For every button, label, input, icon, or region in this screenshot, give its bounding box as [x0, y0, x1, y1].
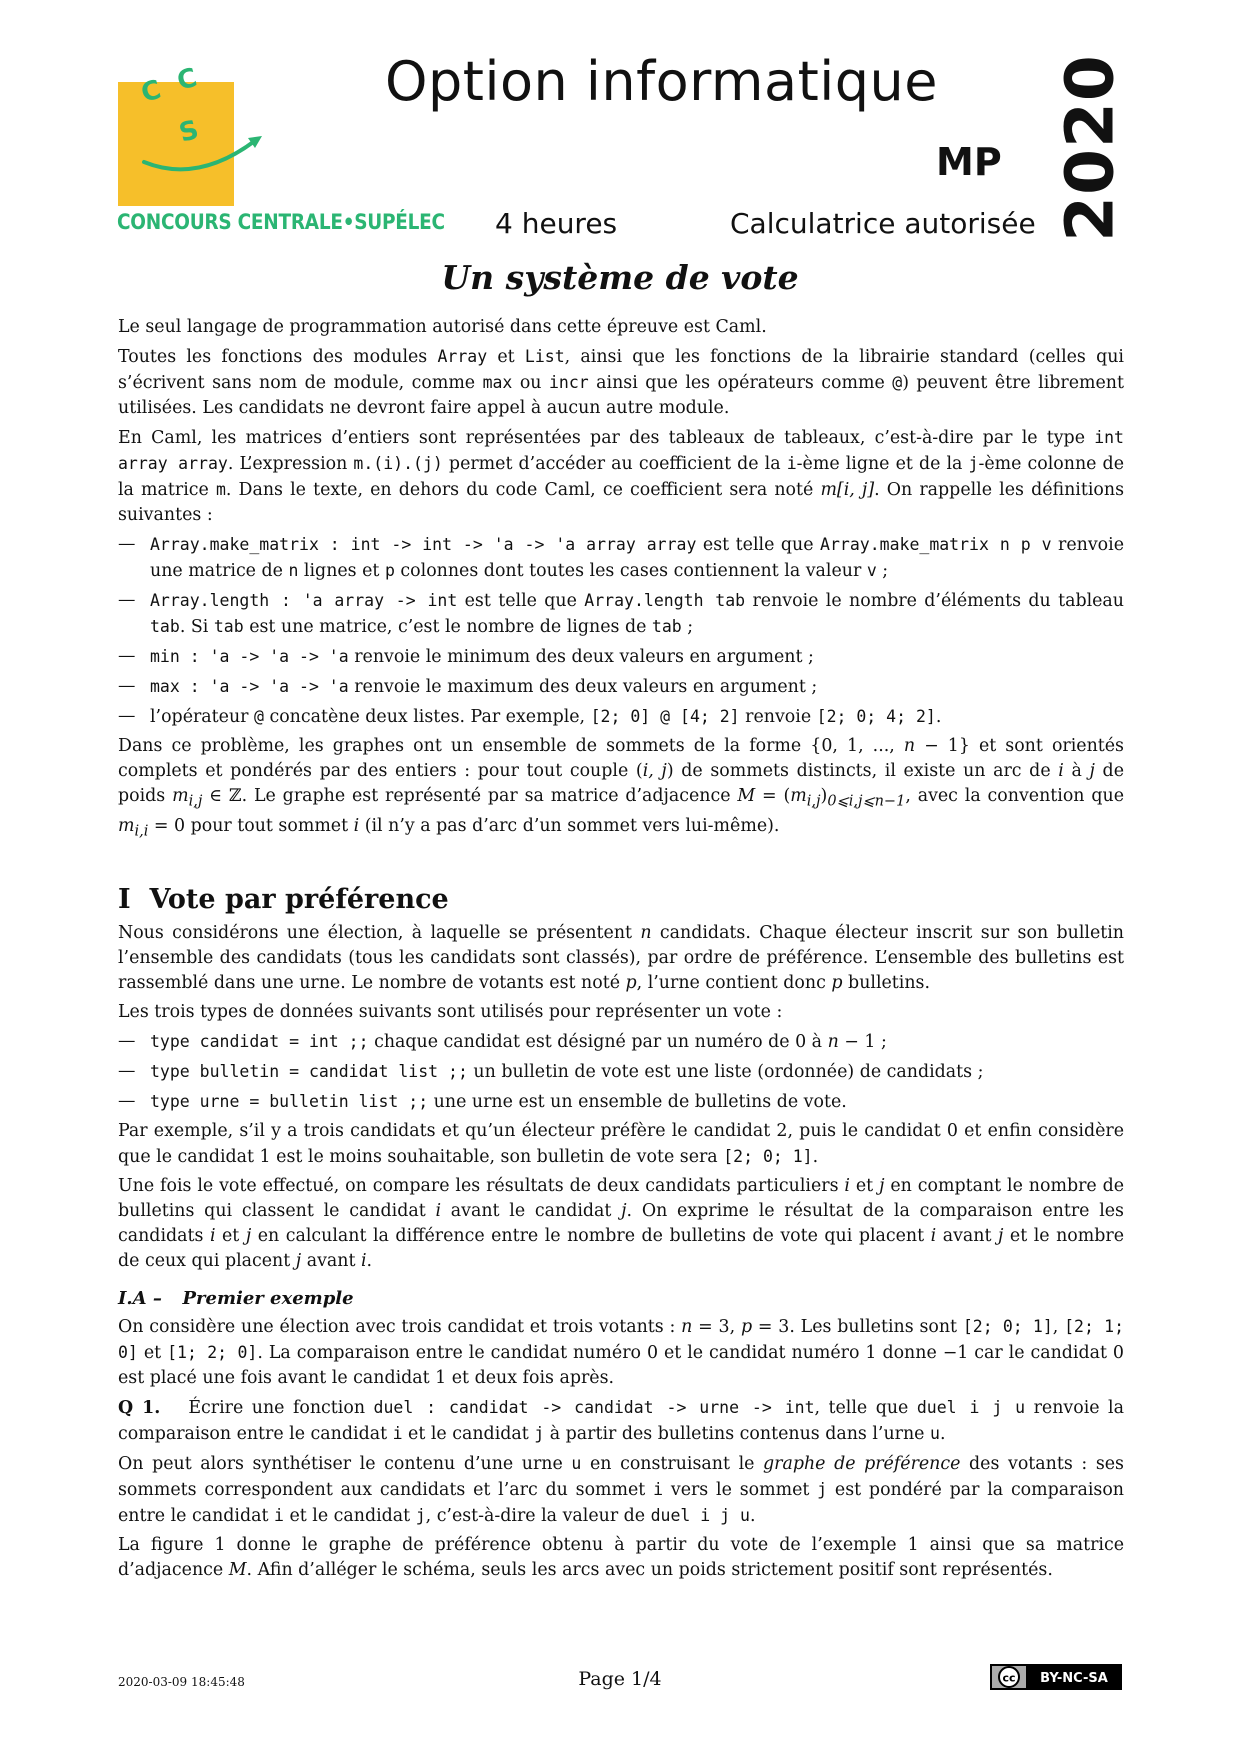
- question-1: Q 1. Écrire une fonction duel : candidat -> candidat -> urne -> int, telle que duel i j u renvoie la comparaison entre le candidat i et le candidat j à partir des bulletins contenus dans l’urne u.: [118, 1397, 1124, 1444]
- section-title: Vote par préférence: [149, 883, 449, 915]
- subsection-ia-paragraph-1: On considère une élection avec trois candidat et trois votants : n = 3, p = 3. Les bulletins sont [2; 0; 1], [2; 1; 0] et [1; 2; 0]. La comparaison entre le candidat numéro 0 et le candidat numéro 1 donne −1 car le candidat 0 est placé une fois avant le candidat 1 et deux fois après.: [118, 1316, 1125, 1388]
- logo-letter-s: S: [176, 114, 202, 149]
- type-bulletin: — type bulletin = candidat list ;; un bulletin de vote est une liste (ordonnée) de candidats ;: [118, 1060, 984, 1082]
- exam-track: MP: [936, 140, 1002, 184]
- license-text: BY-NC-SA: [1040, 1671, 1108, 1686]
- license-badge: [990, 1664, 1122, 1690]
- logo-yellow-square: [118, 82, 234, 206]
- logo-letter-c2: C: [174, 62, 201, 97]
- intro-paragraph-4: Dans ce problème, les graphes ont un ensemble de sommets de la forme {0, 1, ..., n − 1} et sont orientés complets et pondérés par des entiers : pour tout couple (i, j) de sommets distincts, il existe un arc de i à j de poids $m_{i,j}$ ∈ ℤ. Le graphe est représenté par sa matrice d’adjacence $M = (m_{i,j})_{0⩽i,j⩽n-1}$, avec la convention que $m_{i,i} = 0$ pour tout sommet i (il n’y a pas d’arc d’un sommet vers lui-même).: [118, 736, 1124, 840]
- document-body: [118, 315, 1124, 1587]
- definition-max: — max : 'a -> 'a -> 'a renvoie le maximum des deux valeurs en argument ;: [118, 676, 818, 697]
- definition-make-matrix: — Array.make_matrix : int -> int -> 'a -> 'a array array est telle que Array.make_matrix n p v renvoie une matrice de n lignes et p colonnes dont toutes les cases contiennent la valeur v ;: [118, 534, 1125, 581]
- exam-year-wrapper: [1051, 54, 1129, 242]
- calculator-policy: Calculatrice autorisée: [730, 207, 1036, 240]
- subsection-title: Premier exemple: [182, 1287, 354, 1309]
- question-label: Q 1.: [118, 1397, 161, 1418]
- definition-concat: — l’opérateur @ concatène deux listes. Par exemple, [2; 0] @ [4; 2] renvoie [2; 0; 4; 2].: [118, 706, 942, 727]
- intro-paragraph-3: En Caml, les matrices d’entiers sont représentées par des tableaux de tableaux, c’est-à-dire par le type int array array. L’expression m.(i).(j) permet d’accéder au coefficient de la i-ème ligne et de la j-ème colonne de la matrice m. Dans le texte, en dehors du code Caml, ce coefficient sera noté m[i, j]. On rappelle les définitions suivantes :: [118, 428, 1124, 525]
- section1-paragraph-3: Par exemple, s’il y a trois candidats et qu’un électeur préfère le candidat 2, puis le candidat 0 et enfin considère que le candidat 1 est le moins souhaitable, son bulletin de vote sera [2; 0; 1].: [118, 1120, 1124, 1167]
- exam-duration: 4 heures: [495, 207, 618, 240]
- definitions-list: [118, 532, 1124, 730]
- type-candidat: — type candidat = int ;; chaque candidat est désigné par un numéro de 0 à n − 1 ;: [118, 1030, 887, 1052]
- document-title: Un système de vote: [441, 258, 799, 297]
- section-number: I: [118, 883, 131, 915]
- section-heading-1: [118, 883, 1124, 917]
- logo-text: CONCOURS CENTRALE•SUPÉLEC: [117, 210, 445, 234]
- subsection-ia-paragraph-3: La figure 1 donne le graphe de préférence obtenu à partir du vote de l’exemple 1 ainsi que sa matrice d’adjacence M. Afin d’alléger le schéma, seuls les arcs avec un poids strictement positif sont représentés.: [118, 1534, 1124, 1580]
- logo-letter-c1: C: [138, 74, 165, 109]
- section1-paragraph-1: Nous considérons une élection, à laquelle se présentent n candidats. Chaque électeur inscrit sur son bulletin l’ensemble des candidats (tous les candidats sont classés), par ordre de préférence. L’ensemble des bulletins est rassemblé dans une urne. Le nombre de votants est noté p, l’urne contient donc p bulletins.: [118, 922, 1124, 993]
- definition-min: — min : 'a -> 'a -> 'a renvoie le minimum des deux valeurs en argument ;: [118, 646, 814, 667]
- section1-paragraph-2: Les trois types de données suivants sont utilisés pour représenter un vote :: [118, 1001, 783, 1022]
- subsection-heading-ia: [118, 1286, 1124, 1312]
- intro-paragraph-2: Toutes les fonctions des modules Array et List, ainsi que les fonctions de la librairie standard (celles qui s’écrivent sans nom de module, comme max ou incr ainsi que les opérateurs comme @) peuvent être librement utilisées. Les candidats ne devront faire appel à aucun autre module.: [118, 347, 1124, 418]
- intro-paragraph-1: Le seul langage de programmation autorisé dans cette épreuve est Caml.: [118, 317, 767, 337]
- types-list: [118, 1029, 1124, 1115]
- exam-year: 2020: [1051, 54, 1129, 242]
- type-urne: — type urne = bulletin list ;; une urne est un ensemble de bulletins de vote.: [118, 1090, 847, 1112]
- definition-array-length: — Array.length : 'a array -> int est telle que Array.length tab renvoie le nombre d’éléments du tableau tab. Si tab est une matrice, c’est le nombre de lignes de tab ;: [118, 590, 1124, 637]
- exam-title: Option informatique: [385, 50, 939, 113]
- ccs-logo: [118, 58, 270, 206]
- footer-page-number: Page 1/4: [578, 1668, 662, 1690]
- subsection-ia-paragraph-2: On peut alors synthétiser le contenu d’une urne u en construisant le graphe de préférence des votants : ses sommets correspondent aux candidats et l’arc du sommet i vers le sommet j est pondéré par la comparaison entre le candidat i et le candidat j, c’est-à-dire la valeur de duel i j u.: [118, 1453, 1124, 1526]
- subsection-number: I.A –: [118, 1287, 162, 1309]
- footer-timestamp: 2020-03-09 18:45:48: [118, 1675, 245, 1689]
- section1-paragraph-4: Une fois le vote effectué, on compare les résultats de deux candidats particuliers i et j en comptant le nombre de bulletins qui classent le candidat i avant le candidat j. On exprime le résultat de la comparaison entre les candidats i et j en calculant la différence entre le nombre de bulletins de vote qui placent i avant j et le nombre de ceux qui placent j avant i.: [118, 1175, 1125, 1271]
- cc-icon-text: cc: [1002, 1671, 1016, 1685]
